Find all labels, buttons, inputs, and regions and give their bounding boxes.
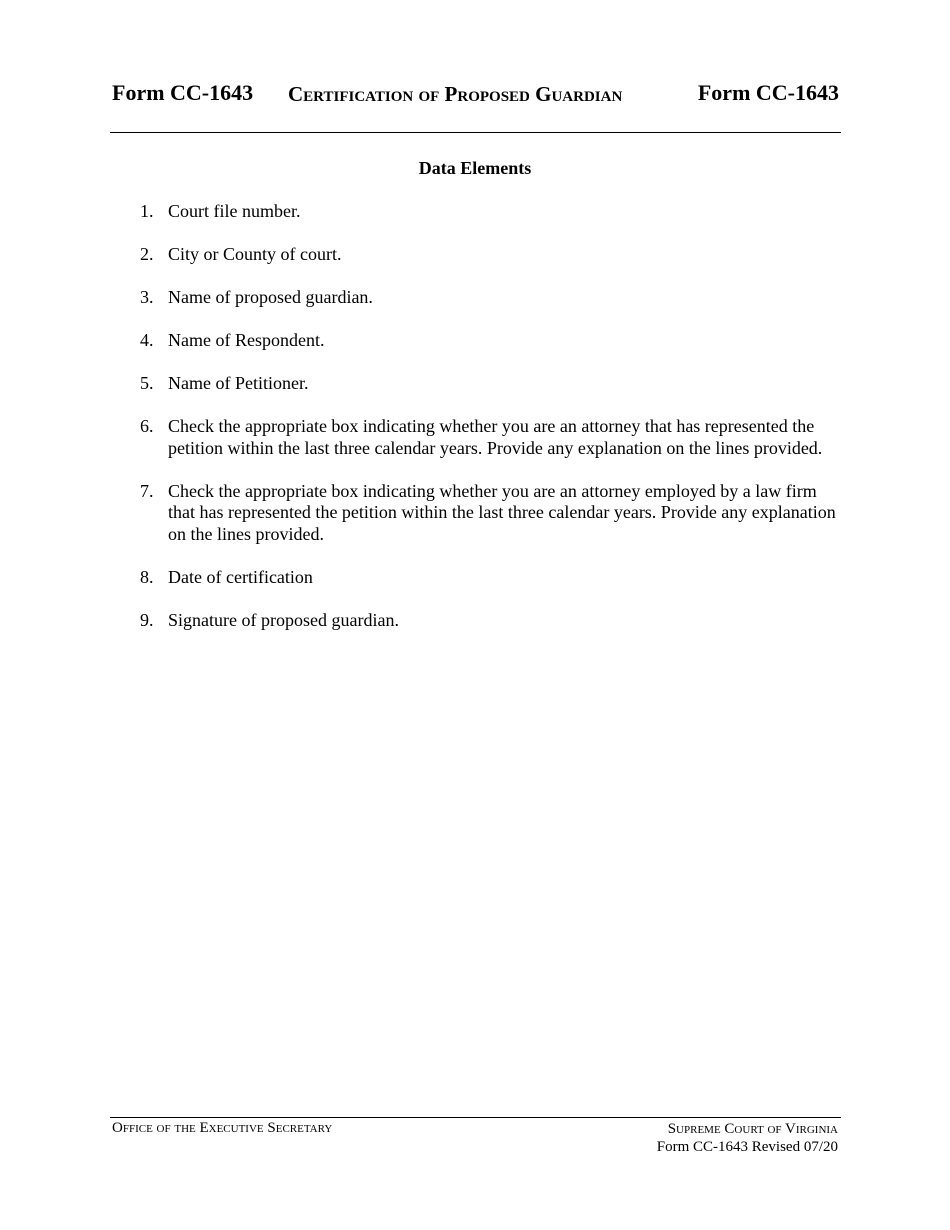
list-item — [110, 416, 840, 459]
item-text: Signature of proposed guardian. — [168, 609, 399, 630]
item-text: Name of Petitioner. — [168, 373, 309, 393]
header-divider — [110, 132, 841, 133]
document-title: Certification of Proposed Guardian — [288, 82, 623, 106]
item-number: 2. — [140, 244, 154, 264]
form-number-right: Form CC-1643 — [697, 80, 839, 105]
item-text: Date of certification — [168, 566, 313, 587]
data-elements-list — [110, 201, 840, 653]
section-heading: Data Elements — [418, 158, 532, 178]
item-text: Court file number. — [168, 201, 301, 221]
item-text: Check the appropriate box indicating whether you are an attorney employed by a law firm that has represented the petition within the last three calendar years. Provide any explanation on the lines provided. — [168, 480, 836, 544]
list-item — [110, 567, 840, 589]
footer-right-block — [657, 1120, 838, 1156]
item-text: Name of Respondent. — [168, 330, 325, 350]
list-item — [110, 373, 840, 395]
list-item — [110, 610, 840, 632]
form-number-left: Form CC-1643 — [112, 80, 254, 105]
list-item — [110, 244, 840, 266]
item-number: 9. — [140, 609, 154, 630]
page-header — [112, 78, 839, 112]
item-text: City or County of court. — [168, 244, 342, 264]
item-number: 6. — [140, 416, 154, 436]
item-number: 3. — [140, 287, 154, 307]
item-number: 8. — [140, 566, 154, 587]
footer-court: Supreme Court of Virginia — [667, 1121, 838, 1137]
list-item — [110, 330, 840, 352]
item-number: 7. — [140, 480, 154, 501]
footer-office: Office of the Executive Secretary — [112, 1120, 333, 1136]
footer-form-revision: Form CC-1643 Revised 07/20 — [656, 1139, 838, 1155]
list-item — [110, 201, 840, 223]
item-number: 1. — [140, 201, 154, 221]
list-item — [110, 481, 840, 546]
item-text: Name of proposed guardian. — [168, 287, 373, 307]
footer-divider — [110, 1117, 841, 1118]
item-number: 5. — [140, 373, 154, 393]
list-item — [110, 287, 840, 309]
item-text: Check the appropriate box indicating whether you are an attorney that has represented the petition within the last three calendar years. Provide any explanation on the lines provided. — [168, 416, 823, 458]
item-number: 4. — [140, 330, 154, 350]
